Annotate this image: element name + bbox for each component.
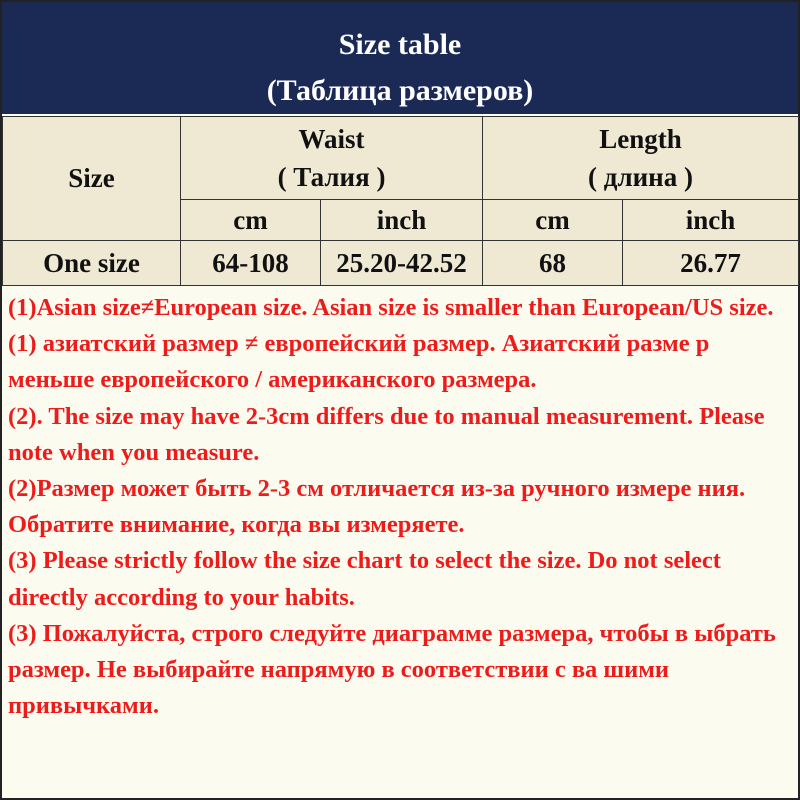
- note-follow-chart-en: (3) Please strictly follow the size chart to select the size. Do not select directly according to your habits.: [8, 547, 721, 611]
- table-row: [3, 241, 799, 286]
- cell-length-inch: 26.77: [623, 241, 799, 286]
- note-asian-size-en: (1)Asian size≠European size. Asian size is smaller than European/US size.: [8, 294, 774, 321]
- header-size: Size: [3, 117, 181, 241]
- note-measurement-ru: (2)Размер может быть 2-3 см отличается из-за ручного измере ния. Обратите внимание, когда вы измеряете.: [8, 475, 746, 539]
- cell-waist-cm: 64-108: [181, 241, 321, 286]
- header-waist-en: Waist: [298, 124, 365, 154]
- unit-length-inch: inch: [623, 200, 799, 241]
- header-length-ru: ( длина ): [588, 162, 693, 192]
- header-waist: [181, 117, 483, 200]
- unit-length-cm: cm: [483, 200, 623, 241]
- cell-size: One size: [3, 241, 181, 286]
- cell-length-cm: 68: [483, 241, 623, 286]
- unit-waist-inch: inch: [321, 200, 483, 241]
- note-asian-size-ru: (1) азиатский размер ≠ европейский размер. Азиатский разме р меньше европейского / американского размера.: [8, 330, 710, 394]
- size-table: [2, 116, 799, 286]
- title-russian: (Таблица размеров): [266, 74, 534, 107]
- header-length-en: Length: [599, 124, 682, 154]
- note-measurement-en: (2). The size may have 2-3cm differs due to manual measurement. Please note when you measure.: [8, 402, 765, 466]
- header-length: [483, 117, 799, 200]
- title-banner: [2, 2, 798, 114]
- cell-waist-inch: 25.20-42.52: [321, 241, 483, 286]
- header-row: [3, 117, 799, 200]
- title-english: Size table: [338, 28, 462, 61]
- size-notes: [2, 286, 798, 798]
- header-waist-ru: ( Талия ): [277, 162, 386, 192]
- note-follow-chart-ru: (3) Пожалуйста, строго следуйте диаграмме размера, чтобы в ыбрать размер. Не выбирайте напрямую в соответствии с ва шими привычками.: [8, 619, 776, 720]
- unit-waist-cm: cm: [181, 200, 321, 241]
